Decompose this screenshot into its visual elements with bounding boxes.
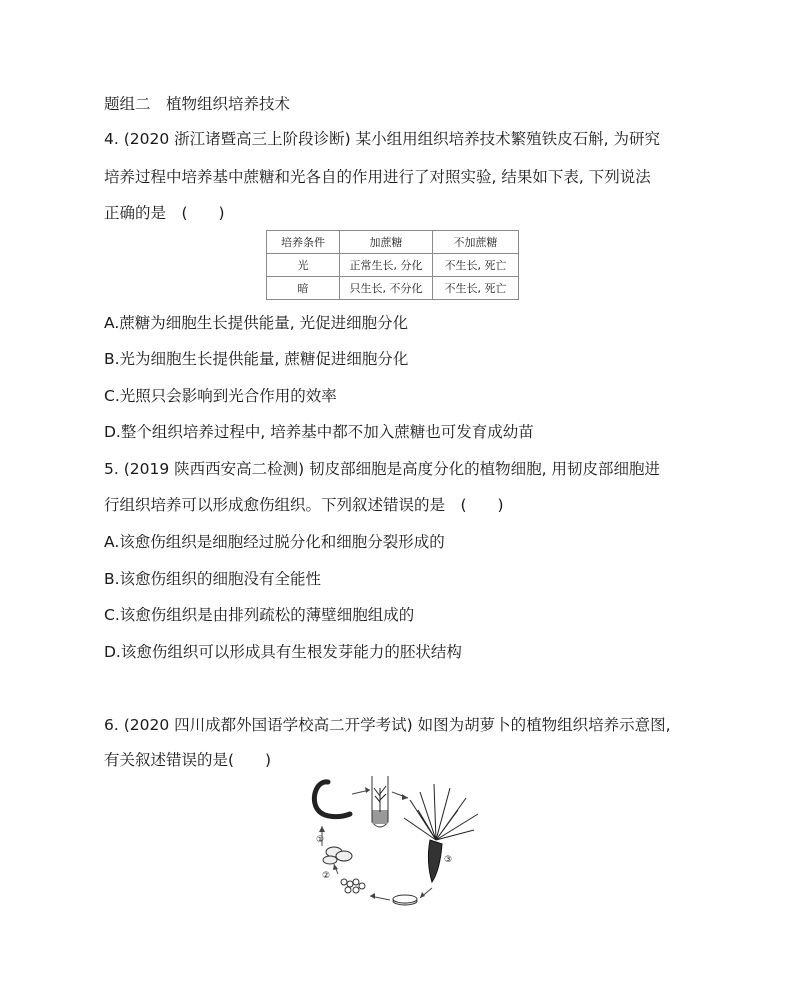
option-b[interactable]: B.光为细胞生长提供能量, 蔗糖促进细胞分化 <box>104 350 409 368</box>
question-5-line-2: 行组织培养可以形成愈伤组织。下列叙述错误的是 ( ) <box>104 496 504 514</box>
option-d[interactable]: D.整个组织培养过程中, 培养基中都不加入蔗糖也可发育成幼苗 <box>104 423 534 441</box>
table-header-cell: 加蔗糖 <box>340 231 433 254</box>
question-6-line-1: 6. (2020 四川成都外国语学校高二开学考试) 如图为胡萝卜的植物组织培养示意图, <box>104 716 671 734</box>
table-cell: 不生长, 死亡 <box>433 254 519 277</box>
table-row <box>267 231 519 254</box>
figure-label-2: ② <box>322 871 331 881</box>
tissue-slices <box>323 847 352 864</box>
table-cell: 暗 <box>267 277 340 300</box>
question-4-line-3: 正确的是 ( ) <box>104 204 225 222</box>
option-d[interactable]: D.该愈伤组织可以形成具有生根发芽能力的胚状结构 <box>104 643 462 661</box>
carrot-plant <box>404 784 478 882</box>
arrow-head <box>402 794 408 800</box>
arrow-head <box>333 864 338 870</box>
table-cell: 不生长, 死亡 <box>433 277 519 300</box>
table-header-cell: 不加蔗糖 <box>433 231 519 254</box>
question-5-line-1: 5. (2019 陕西西安高二检测) 韧皮部细胞是高度分化的植物细胞, 用韧皮部细胞进 <box>104 460 660 478</box>
option-b[interactable]: B.该愈伤组织的细胞没有全能性 <box>104 570 322 588</box>
question-6-line-2: 有关叙述错误的是( ) <box>104 751 272 769</box>
arrow-head <box>420 892 425 898</box>
arrow-head <box>370 893 375 899</box>
table-cell: 只生长, 不分化 <box>340 277 433 300</box>
question-4-line-1: 4. (2020 浙江诸暨高三上阶段诊断) 某小组用组织培养技术繁殖铁皮石斛, 为研究 <box>104 130 660 148</box>
test-tube <box>372 776 388 827</box>
carrot-tissue-culture-figure <box>300 770 490 910</box>
question-4-line-2: 培养过程中培养基中蔗糖和光各自的作用进行了对照实验, 结果如下表, 下列说法 <box>104 168 651 186</box>
table-cell: 光 <box>267 254 340 277</box>
petri-dish <box>393 895 417 905</box>
option-a[interactable]: A.蔗糖为细胞生长提供能量, 光促进细胞分化 <box>104 314 409 332</box>
results-table <box>266 230 519 300</box>
carrot-root-piece <box>314 782 350 817</box>
table-row <box>267 277 519 300</box>
table-row <box>267 254 519 277</box>
figure-label-1: ① <box>316 835 325 845</box>
table-header-cell: 培养条件 <box>267 231 340 254</box>
option-a[interactable]: A.该愈伤组织是细胞经过脱分化和细胞分裂形成的 <box>104 533 445 551</box>
arrow-head <box>319 826 325 832</box>
section-title: 题组二 植物组织培养技术 <box>104 95 291 113</box>
table-cell: 正常生长, 分化 <box>340 254 433 277</box>
cell-clusters <box>341 879 365 893</box>
option-c[interactable]: C.该愈伤组织是由排列疏松的薄壁细胞组成的 <box>104 606 415 624</box>
arrow-head <box>365 787 370 793</box>
figure-label-3: ③ <box>444 855 453 865</box>
option-c[interactable]: C.光照只会影响到光合作用的效率 <box>104 387 337 405</box>
